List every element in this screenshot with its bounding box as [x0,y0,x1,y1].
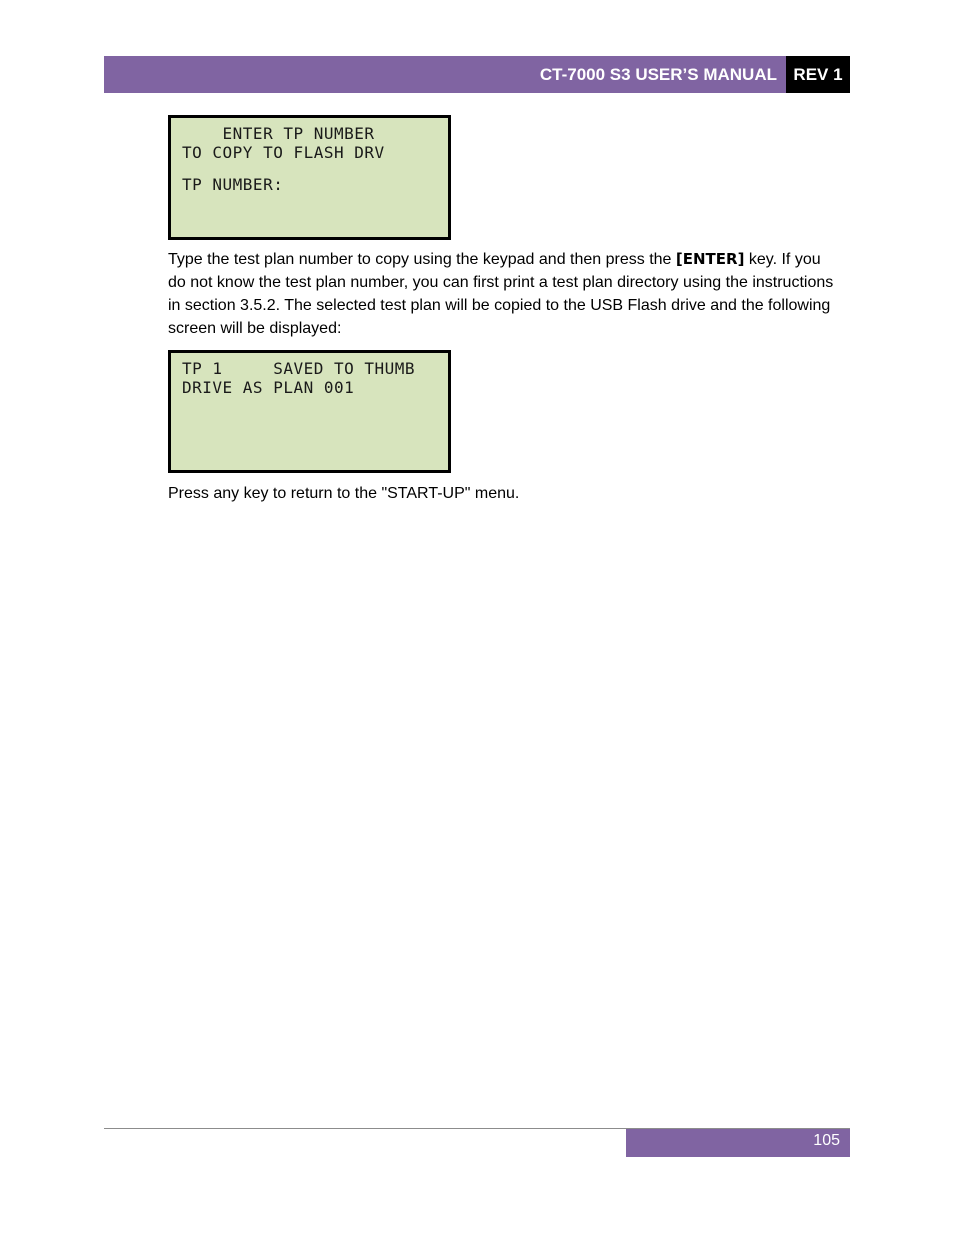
lcd-line: ENTER TP NUMBER [182,124,375,143]
instruction-text-continued: key. If you do not know the test plan number, you can first print a test plan directory using the instructions in section 3.5.2. The selected test plan will be copied to the USB Flash drive and the following screen will be displayed: [168,251,834,337]
lcd-line: DRIVE AS PLAN 001 [182,378,355,397]
instruction-paragraph [168,248,838,340]
lcd-line: TP 1 SAVED TO THUMB [182,359,416,378]
lcd-screen-saved-to-thumb [168,350,451,473]
lcd-line: TP NUMBER: [182,175,284,194]
page-number-box [626,1129,850,1157]
page-number: 105 [813,1132,840,1149]
page-header [104,56,850,93]
return-instruction: Press any key to return to the "START-UP" menu. [168,485,520,502]
lcd-screen-enter-tp-number [168,115,451,240]
manual-title: CT-7000 S3 USER’S MANUAL [539,65,777,84]
revision-badge: REV 1 [786,56,850,93]
instruction-text: Type the test plan number to copy using the keypad and then press the [168,251,676,268]
lcd-line: TO COPY TO FLASH DRV [182,143,385,162]
enter-key-label: [ENTER] [675,250,745,268]
